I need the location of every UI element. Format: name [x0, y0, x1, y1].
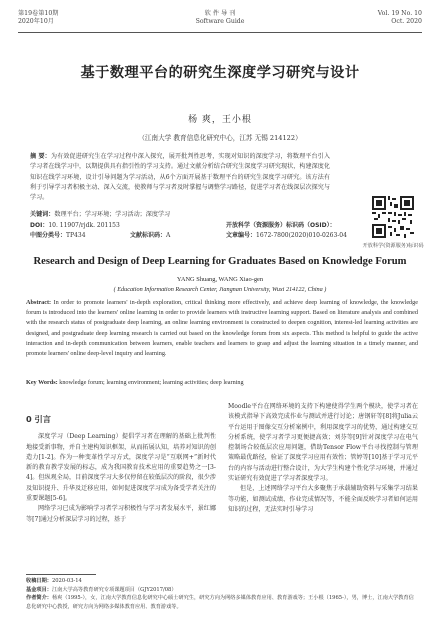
footnote: [26, 574, 416, 611]
english-keywords: [26, 378, 418, 388]
body-paragraph: 网络学习已成为影响学习者学习积极性与学习者发展水平，景红娜等[7]通过分析深层学习的过程，基于: [26, 505, 216, 523]
doi-link[interactable]: 10. 11907/rjdk. 201153: [48, 222, 120, 229]
oscid-row: 开放科学（资源服务）标识码（OSID）：: [226, 222, 336, 229]
body-column-right: [228, 402, 418, 515]
abstract-label: 摘 要：: [30, 153, 51, 160]
abstract-text: 为有效促进研究生在学习过程中深入探究，展开批判性思考，实现对知识的深度学习，将数理平台引入学习者在线学习中，以期提供具有指引性的学习支持。通过文献分析结合研究生深度学习研究现状，构建深度化知识在线学习环境，设计引导问题为学习活动，从6个方面开展基于数理平台的研究生深度学习研究。该方法有利于引导学习者积极主动、深入交流，使教师与学习者及时掌握与调整学习路径，促进学习者在线深层次探究与学习。: [30, 153, 331, 202]
qr-code-icon[interactable]: [372, 196, 414, 238]
article-number-row: 文章编号：1672-7800(2020)010-0263-04: [226, 232, 347, 239]
english-authors: YANG Shuang, WANG Xiao-gen: [176, 276, 264, 283]
running-header: [18, 10, 422, 36]
english-abstract-label: Abstract:: [26, 299, 52, 306]
chinese-abstract: [30, 152, 330, 203]
body-paragraph: Moodle平台在网络环境的支持下构建使得学生两个模块，使学习者在该模式指导下高效完成作业与测试并进行讨论；唐钢轩等[8]将Julia云平台运用于图像交互分析案例中，利用深度学习的优势，通过构建交互分析系统，使学习者学习更便捷高效；刘芬等[9]针对深度学习在电气控制场合较低层次应用问题，借助Tensor Flow平台寻找控制与管理策略最优路径，验证了深度学习应用有效性；管婷等[10]基于学习元平台的内容与活动进行整合设计，为大学生构建个性化学习环境，并通过实证研究有效促进了学习者深度学习。: [228, 403, 418, 483]
keywords-label: 关键词：: [30, 211, 55, 218]
issue-info: 第19卷第10期 2020年10月: [18, 10, 59, 25]
volume-info: Vol. 19 No. 10 Oct. 2020: [377, 10, 422, 25]
fund-info: 基金项目：江南大学高等教育研究专项课题项目（GJY2017/08）: [26, 586, 177, 593]
qr-caption: 开放科学(资源服务)标识码: [362, 243, 424, 249]
english-abstract-text: In order to promote learners' in-depth exploration, critical thinking more effectively, and achieve deep learning of knowledge, the knowledge forum is introduced into the learners' online learning in order to provide learners with instructive learning support. Based on literature analysis and combined with the research status of postgraduate deep learning, an online learning environment is constructed to deepen cognition, interest-led learning activities are designed, and postgraduate deep learning research is carried out based on the knowledge forum from six aspects. This method is helpful to guide the active interaction and in-depth communication between learners, enable teachers and learners to grasp and adjust the learning situation in a timely manner, and promote learners' online deep-level inquiry and learning.: [26, 299, 418, 358]
header-rule: [18, 32, 422, 33]
doc-code-row: 文献标识码：A: [130, 232, 171, 239]
footnote-rule: [26, 574, 96, 575]
body-column-left: [26, 402, 216, 525]
english-keywords-label: Key Words:: [26, 379, 58, 386]
paper-title: 基于数理平台的研究生深度学习研究与设计: [80, 65, 360, 81]
clc-row: 中图分类号：TP434: [30, 232, 86, 239]
paper-affiliation: （江南大学 教育信息化研究中心，江苏 无锡 214122）: [138, 134, 302, 142]
english-abstract: [26, 298, 418, 359]
doi-row: DOI：10. 11907/rjdk. 201153: [30, 222, 120, 229]
keywords-text: 数理平台；学习环境；学习活动；深度学习: [54, 211, 171, 218]
author-bio: 作者简介：杨爽（1995-），女，江南大学教育信息化研究中心硕士研究生，研究方向为网络多媒体教育应用、教育游戏等；王小根（1965-），男，博士，江南大学教育信息化研究中心教授，研究方向为网络多媒体教育应用、教育游戏等。: [26, 595, 414, 610]
english-affiliation: ( Education Information Research Center, Jiangnan University, Wuxi 214122, China ): [113, 286, 327, 293]
paper-authors: 杨 爽，王小根: [188, 115, 252, 125]
section-heading: 0 引言: [26, 414, 51, 424]
body-paragraph: 但是，上述网络学习平台大多聚焦于承载辅助资料与采集学习结果等功能，如测试成绩、作业完成情况等，不能全面反映学习者如何运用知识的过程，无法实时引导学习: [228, 485, 418, 513]
received-date: 收稿日期：2020-03-14: [26, 578, 82, 584]
journal-name: 软 件 导 刊 Software Guide: [195, 10, 245, 25]
english-keywords-text: knowledge forum; learning environment; learning activities; deep learning: [59, 379, 244, 386]
chinese-keywords: [30, 210, 330, 220]
body-paragraph: 深度学习（Deep Learning）提倡学习者在理解的基础上批判性地接受新事物，并自主建构知识框架，从而拓展认知，培养对知识的创造力[1-2]。作为一种变革性学习方式，深度学习是“互联网+”新时代新的教育教学发展的标志，成为我国教育技术应用的重要趋势之一[3-4]。但纵观全局，目前深度学习大多仅停留在较低层次的阶段，很少涉及知识提升、升华及迁移应用，如何促进深度学习成为备受学者关注的重要课题[5-6]。: [26, 433, 216, 503]
english-title: Research and Design of Deep Learning for Graduates Based on Knowledge Forum: [33, 256, 407, 267]
